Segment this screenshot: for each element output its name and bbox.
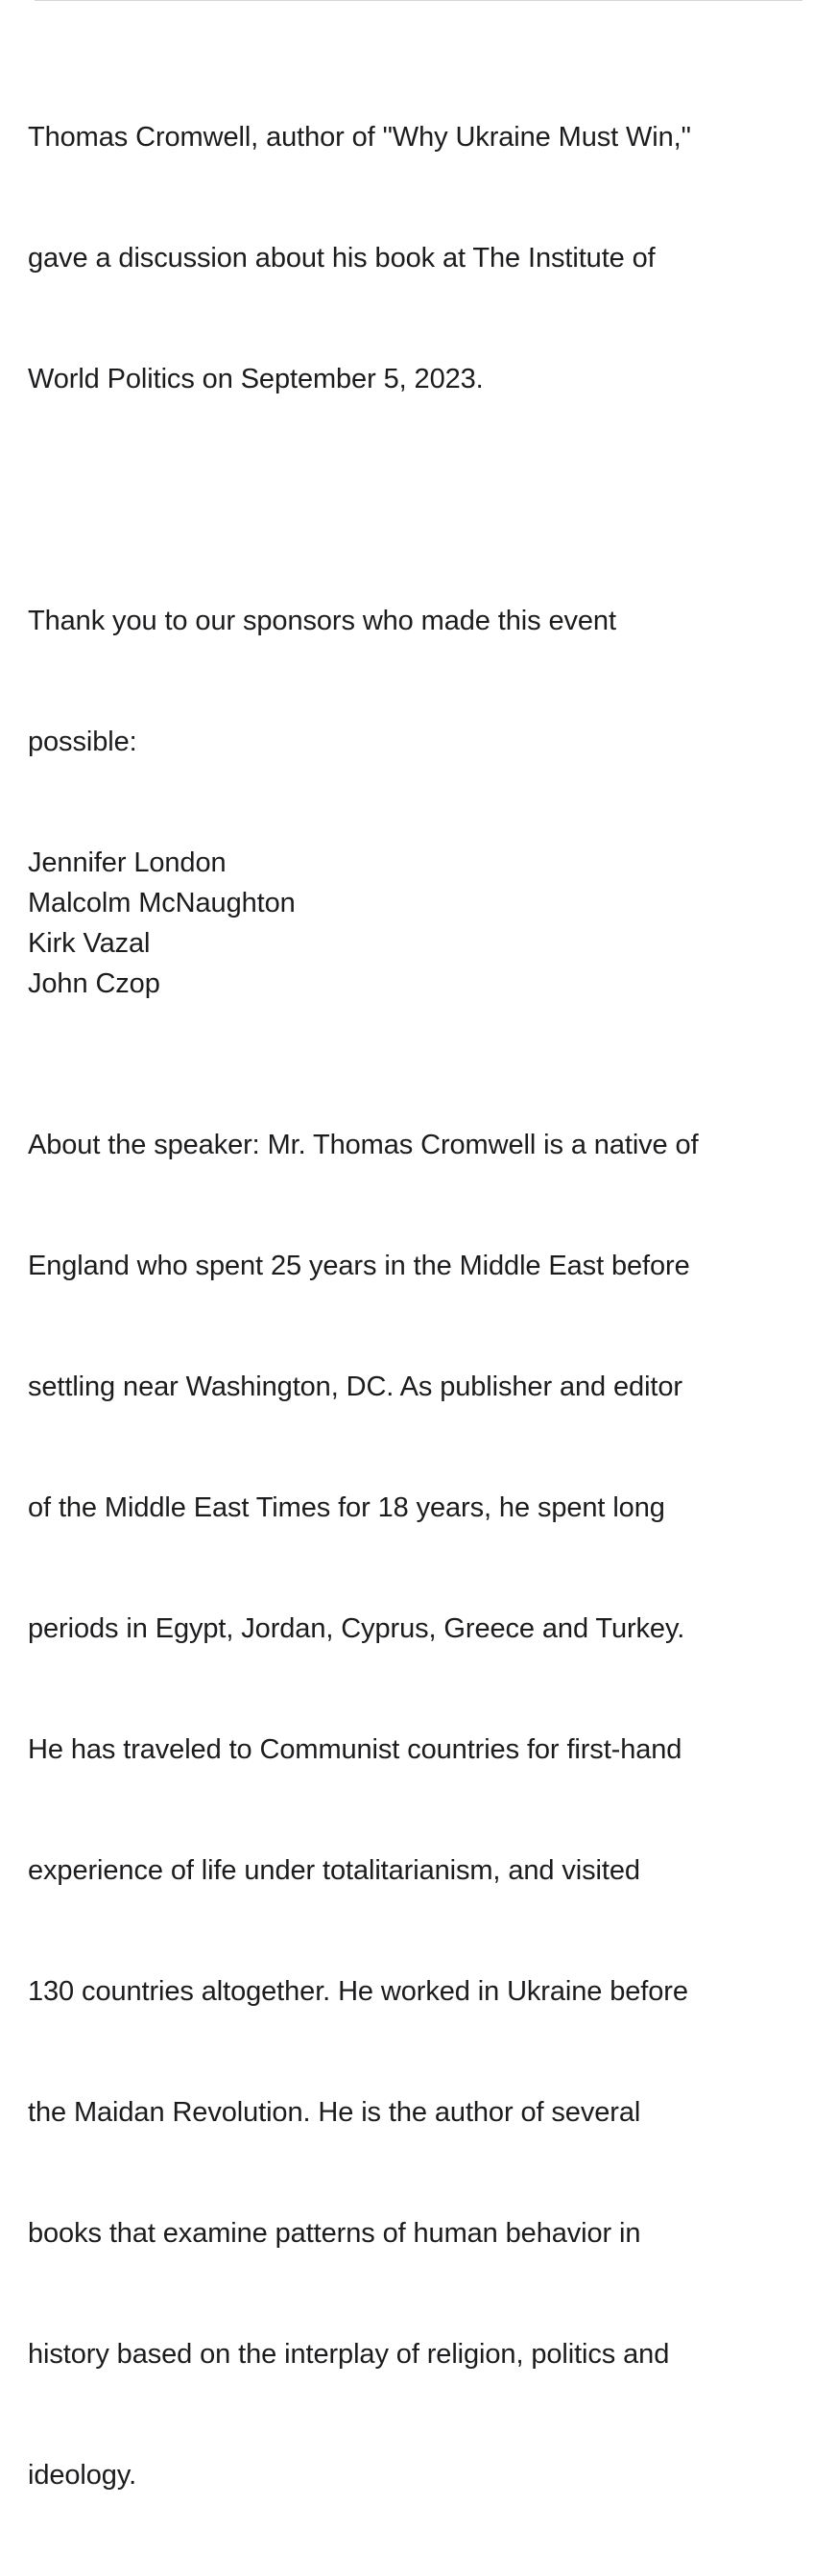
intro-line: gave a discussion about his book at The Institute of bbox=[28, 243, 656, 274]
sponsor-list bbox=[28, 843, 825, 1004]
paragraph-gap bbox=[28, 1004, 825, 1044]
sponsor-name: Malcolm McNaughton bbox=[28, 888, 296, 918]
about-line: He has traveled to Communist countries for first-hand bbox=[28, 1734, 682, 1765]
about-line: About the speaker: Mr. Thomas Cromwell is a native of bbox=[28, 1130, 699, 1160]
about-line: ideology. bbox=[28, 2460, 137, 2491]
sponsor-name: John Czop bbox=[28, 968, 160, 999]
top-divider bbox=[35, 0, 802, 1]
about-line: the Maidan Revolution. He is the author of several bbox=[28, 2097, 641, 2128]
about-line: England who spent 25 years in the Middle East before bbox=[28, 1251, 690, 1281]
sponsor-name: Kirk Vazal bbox=[28, 928, 151, 959]
thanks-line: Thank you to our sponsors who made this event bbox=[28, 606, 616, 636]
about-line: books that examine patterns of human behavior in bbox=[28, 2218, 641, 2249]
about-line: 130 countries altogether. He worked in Ukraine before bbox=[28, 1976, 688, 2007]
about-line: of the Middle East Times for 18 years, he spent long bbox=[28, 1492, 665, 1523]
about-line: settling near Washington, DC. As publisher and editor bbox=[28, 1371, 682, 1402]
about-line: experience of life under totalitarianism, and visited bbox=[28, 1855, 640, 1886]
sponsor-name: Jennifer London bbox=[28, 847, 227, 878]
about-speaker-paragraph bbox=[28, 1044, 825, 2576]
post-text-body bbox=[28, 36, 825, 2576]
paragraph-gap bbox=[28, 480, 825, 520]
intro-line: World Politics on September 5, 2023. bbox=[28, 364, 484, 394]
about-line: history based on the interplay of religion, politics and bbox=[28, 2339, 670, 2370]
intro-paragraph bbox=[28, 36, 825, 480]
thanks-paragraph bbox=[28, 520, 825, 843]
intro-line: Thomas Cromwell, author of "Why Ukraine Must Win," bbox=[28, 122, 691, 153]
thanks-line: possible: bbox=[28, 727, 137, 757]
about-line: periods in Egypt, Jordan, Cyprus, Greece and Turkey. bbox=[28, 1613, 685, 1644]
